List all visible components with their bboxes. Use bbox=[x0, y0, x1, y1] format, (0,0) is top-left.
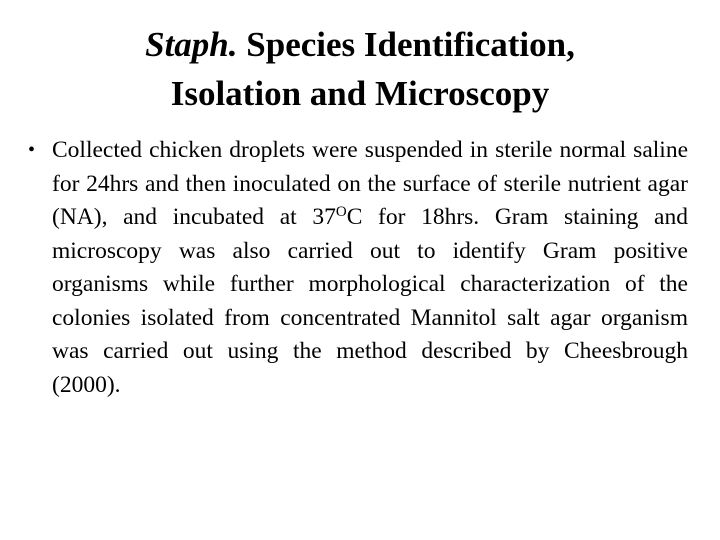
bullet-icon: • bbox=[28, 139, 36, 161]
degree-superscript: O bbox=[335, 204, 347, 220]
slide-title bbox=[40, 20, 680, 118]
bullet-text-part1: Collected chicken droplets were suspended in sterile normal saline for 24hrs and then inoculated on the surface of sterile nutrient agar (NA), and incubated at 37 bbox=[52, 137, 688, 230]
bullet-item bbox=[28, 134, 688, 402]
title-genus: Staph. bbox=[145, 25, 238, 64]
bullet-text-part2: C for 18hrs. Gram staining and microscopy was also carried out to identify Gram positive organisms while further morphological characterization of the colonies isolated from concentrated Mannitol salt agar organism was carried out using the method described by Cheesbrough (2000). bbox=[52, 204, 688, 398]
title-line1-rest: Species Identification, bbox=[237, 25, 575, 64]
bullet-text bbox=[52, 134, 688, 402]
title-line2: Isolation and Microscopy bbox=[170, 74, 550, 113]
